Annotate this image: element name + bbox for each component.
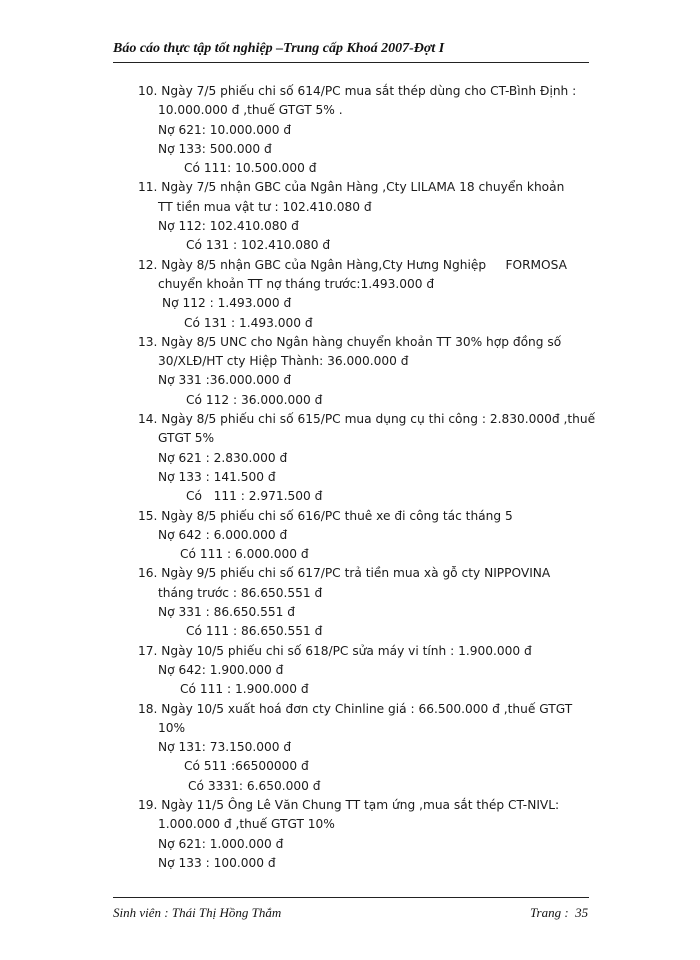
entry-17-line-1: 17. Ngày 10/5 phiếu chi số 618/PC sửa máy vi tính : 1.900.000 đ bbox=[138, 643, 532, 658]
entry-16-debit-331: Nợ 331 : 86.650.551 đ bbox=[158, 605, 295, 620]
entry-14-debit-133: Nợ 133 : 141.500 đ bbox=[158, 469, 276, 484]
entry-19-line-2: 1.000.000 đ ,thuế GTGT 10% bbox=[158, 817, 335, 832]
entry-13-line-2: 30/XLĐ/HT cty Hiệp Thành: 36.000.000 đ bbox=[158, 354, 409, 369]
entry-16-line-2: tháng trước : 86.650.551 đ bbox=[158, 585, 323, 600]
entry-11-credit-131: Có 131 : 102.410.080 đ bbox=[186, 238, 331, 253]
document-body bbox=[0, 82, 700, 873]
footer-rule bbox=[113, 897, 589, 898]
entry-15-line-1: 15. Ngày 8/5 phiếu chi số 616/PC thuê xe đi công tác tháng 5 bbox=[138, 508, 513, 523]
entry-19-line-1: 19. Ngày 11/5 Ông Lê Văn Chung TT tạm ứng ,mua sắt thép CT-NIVL: bbox=[138, 797, 560, 812]
entry-12-credit-131: Có 131 : 1.493.000 đ bbox=[184, 315, 313, 330]
entry-13-debit-331: Nợ 331 :36.000.000 đ bbox=[158, 373, 292, 388]
entry-14-line-2: GTGT 5% bbox=[158, 431, 215, 446]
entry-18-line-2: 10% bbox=[158, 720, 186, 735]
footer-page-number: Trang : 35 bbox=[530, 905, 589, 920]
entry-18-line-1: 18. Ngày 10/5 xuất hoá đơn cty Chinline giá : 66.500.000 đ ,thuế GTGT bbox=[138, 701, 573, 716]
page-header-title: Báo cáo thực tập tốt nghiệp –Trung cấp Khoá 2007-Đợt I bbox=[113, 41, 445, 56]
entry-13-line-1: 13. Ngày 8/5 UNC cho Ngân hàng chuyển khoản TT 30% hợp đồng số bbox=[138, 334, 562, 349]
entry-15-debit-642: Nợ 642 : 6.000.000 đ bbox=[158, 527, 288, 542]
entry-10-debit-621: Nợ 621: 10.000.000 đ bbox=[158, 122, 292, 137]
entry-17-credit-111: Có 111 : 1.900.000 đ bbox=[180, 682, 309, 697]
entry-16-credit-111: Có 111 : 86.650.551 đ bbox=[186, 624, 323, 639]
footer-student-name: Sinh viên : Thái Thị Hồng Thắm bbox=[113, 905, 282, 920]
entry-18-debit-131: Nợ 131: 73.150.000 đ bbox=[158, 740, 292, 755]
entry-14-credit-111: Có 111 : 2.971.500 đ bbox=[186, 489, 323, 504]
entry-11-debit-112: Nợ 112: 102.410.080 đ bbox=[158, 219, 299, 234]
entry-15-credit-111: Có 111 : 6.000.000 đ bbox=[180, 547, 309, 562]
entry-18-credit-3331: Có 3331: 6.650.000 đ bbox=[188, 778, 321, 793]
entry-16-line-1: 16. Ngày 9/5 phiếu chi số 617/PC trả tiền mua xà gỗ cty NIPPOVINA bbox=[138, 566, 551, 581]
entry-18-credit-511: Có 511 :66500000 đ bbox=[184, 759, 309, 774]
entry-10-credit-111: Có 111: 10.500.000 đ bbox=[184, 161, 317, 176]
entry-19-debit-133: Nợ 133 : 100.000 đ bbox=[158, 855, 276, 870]
entry-12-debit-112: Nợ 112 : 1.493.000 đ bbox=[162, 296, 292, 311]
header-rule bbox=[113, 62, 589, 63]
entry-14-line-1: 14. Ngày 8/5 phiếu chi số 615/PC mua dụng cụ thi công : 2.830.000đ ,thuế bbox=[138, 412, 596, 427]
entry-10-debit-133: Nợ 133: 500.000 đ bbox=[158, 141, 272, 156]
entry-13-credit-112: Có 112 : 36.000.000 đ bbox=[186, 392, 323, 407]
entry-12-line-1: 12. Ngày 8/5 nhận GBC của Ngân Hàng,Cty Hưng Nghiệp FORMOSA bbox=[138, 257, 567, 272]
entry-14-debit-621: Nợ 621 : 2.830.000 đ bbox=[158, 450, 288, 465]
entry-10-line-2: 10.000.000 đ ,thuế GTGT 5% . bbox=[158, 103, 343, 118]
entry-17-debit-642: Nợ 642: 1.900.000 đ bbox=[158, 662, 284, 677]
entry-19-debit-621: Nợ 621: 1.000.000 đ bbox=[158, 836, 284, 851]
entry-10-line-1: 10. Ngày 7/5 phiếu chi số 614/PC mua sắt thép dùng cho CT-Bình Định : bbox=[138, 84, 577, 98]
entry-11-line-1: 11. Ngày 7/5 nhận GBC của Ngân Hàng ,Cty LILAMA 18 chuyển khoản bbox=[138, 180, 565, 195]
entry-11-line-2: TT tiền mua vật tư : 102.410.080 đ bbox=[158, 199, 372, 214]
entry-12-line-2: chuyển khoản TT nợ tháng trước:1.493.000 đ bbox=[158, 276, 435, 291]
